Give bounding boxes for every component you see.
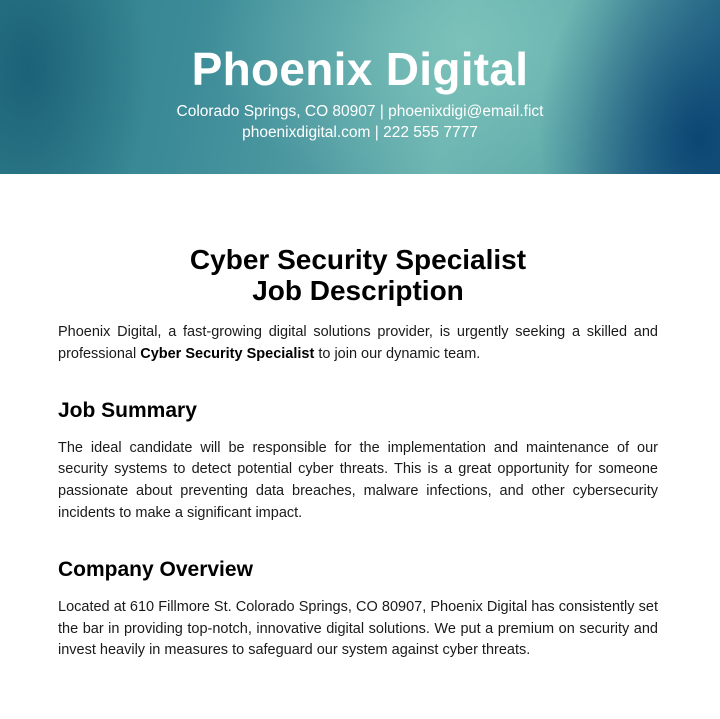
section-text-job-summary: The ideal candidate will be responsible for the implementation and maintenance of our security systems to detect potential cyber threats. This is a great opportunity for someone passionate about preventing data breaches, malware infections, and other cybersecurity incidents to make a significant impact. xyxy=(58,439,658,521)
title-line-2: Job Description xyxy=(252,275,464,306)
contact-line-address-email: Colorado Springs, CO 80907 | phoenixdigi@email.fict xyxy=(176,103,544,120)
document-body xyxy=(58,174,658,662)
intro-job-title: Cyber Security Specialist xyxy=(140,345,315,362)
intro-text-end: to join our dynamic team. xyxy=(314,345,481,362)
section-heading-job-summary: Job Summary xyxy=(58,398,197,422)
header-banner xyxy=(0,0,720,174)
contact-line-web-phone: phoenixdigital.com | 222 555 7777 xyxy=(242,124,478,141)
section-text-company-overview: Located at 610 Fillmore St. Colorado Springs, CO 80907, Phoenix Digital has consistently set the bar in providing top-notch, innovative digital solutions. We put a premium on security and invest heavily in measures to safeguard our system against cyber threats. xyxy=(58,598,658,659)
company-name: Phoenix Digital xyxy=(191,43,529,95)
title-line-1: Cyber Security Specialist xyxy=(189,244,527,275)
document-title xyxy=(58,244,658,306)
section-heading-company-overview: Company Overview xyxy=(58,557,253,581)
intro-paragraph xyxy=(58,322,658,366)
intro-text-start: Phoenix Digital, a fast-growing digital solutions provider, is urgently seeking a skilled and professional xyxy=(58,324,658,362)
